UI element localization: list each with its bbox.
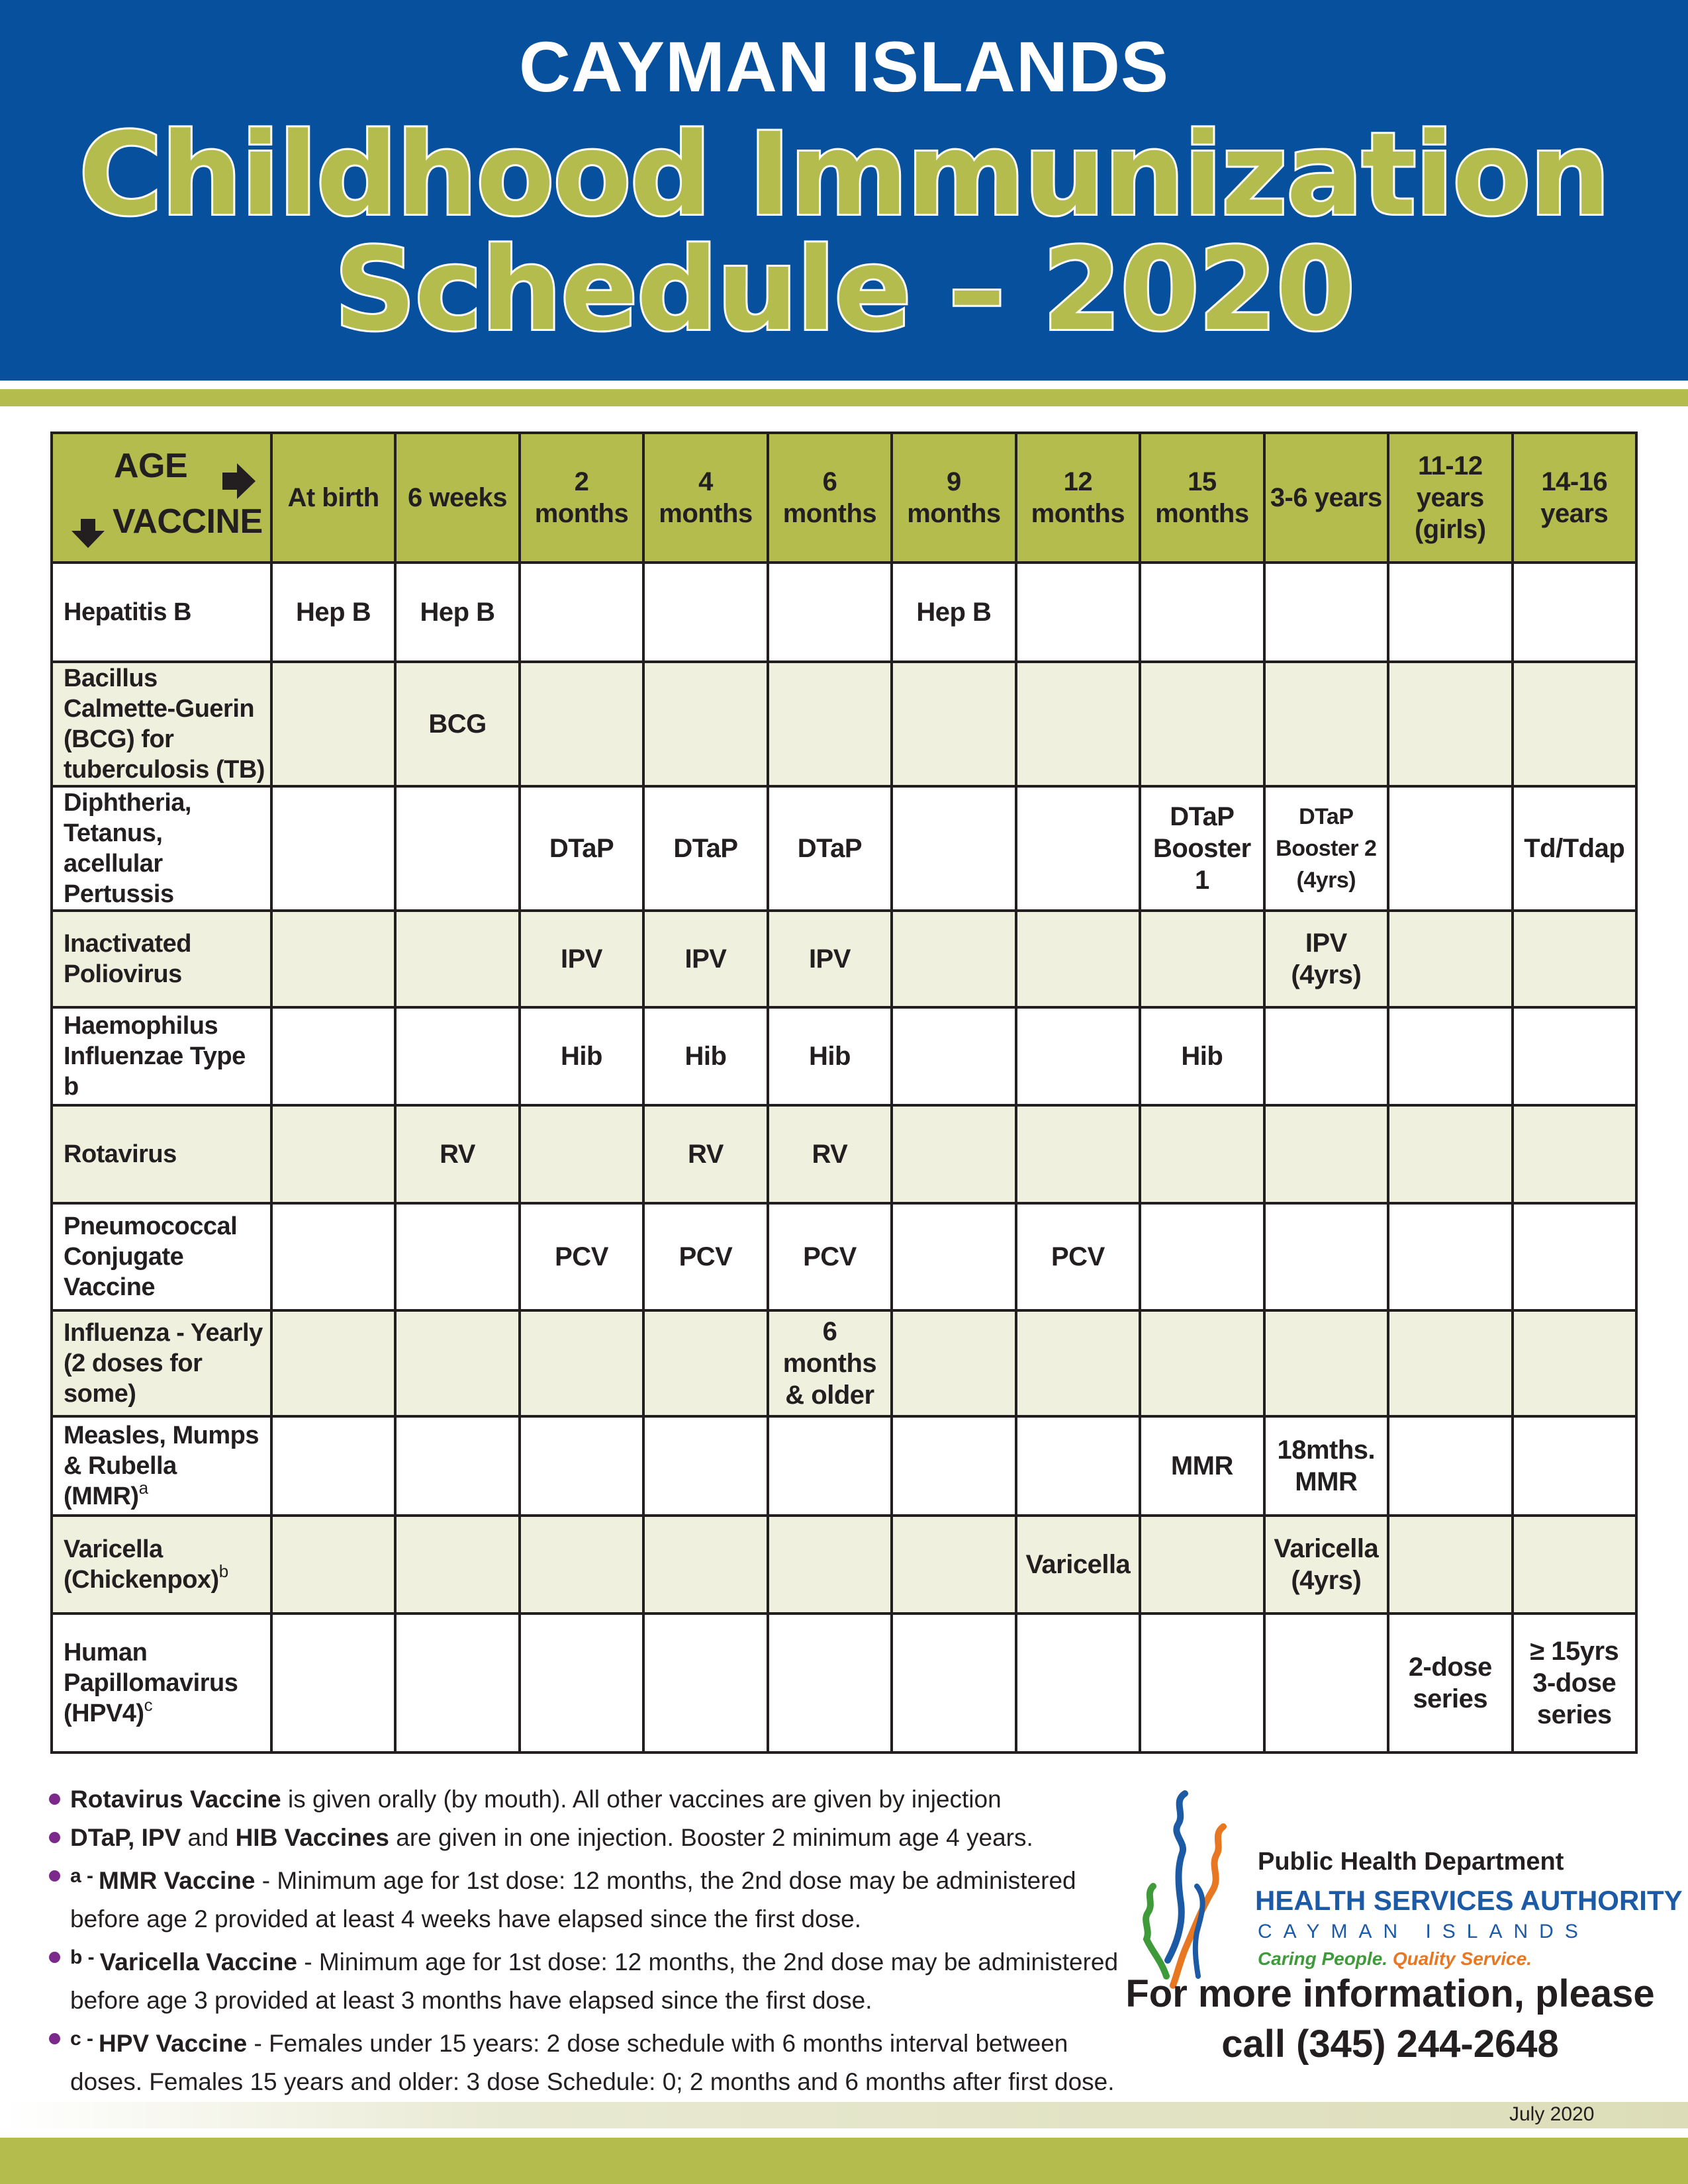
schedule-cell bbox=[1513, 1416, 1636, 1516]
schedule-cell bbox=[892, 1310, 1015, 1416]
bullet-icon bbox=[49, 1952, 60, 1963]
schedule-cell bbox=[271, 1203, 395, 1310]
schedule-cell bbox=[643, 563, 767, 662]
schedule-cell: PCV bbox=[1016, 1203, 1140, 1310]
table-row bbox=[52, 1310, 1636, 1416]
footnotes bbox=[48, 1780, 1120, 2101]
schedule-cell bbox=[643, 1310, 767, 1416]
note-bold: Rotavirus Vaccine bbox=[70, 1786, 281, 1813]
schedule-cell bbox=[892, 662, 1015, 786]
schedule-cell bbox=[520, 1614, 643, 1752]
contact-info bbox=[1112, 1969, 1668, 2070]
note-bold: Varicella Vaccine bbox=[99, 1948, 297, 1976]
table-row bbox=[52, 1105, 1636, 1203]
schedule-cell bbox=[1388, 1516, 1512, 1614]
schedule-cell bbox=[395, 1516, 519, 1614]
schedule-cell: Hep B bbox=[892, 563, 1015, 662]
footnote-marker: b bbox=[218, 1561, 228, 1581]
arrow-down-icon bbox=[71, 519, 105, 548]
schedule-cell: PCV bbox=[520, 1203, 643, 1310]
table-row bbox=[52, 563, 1636, 662]
schedule-cell bbox=[768, 1614, 892, 1752]
header-banner bbox=[0, 0, 1688, 381]
schedule-cell bbox=[520, 662, 643, 786]
schedule-cell: IPV bbox=[643, 911, 767, 1007]
age-label: AGE bbox=[114, 447, 188, 485]
schedule-cell bbox=[1264, 1203, 1388, 1310]
schedule-cell bbox=[643, 662, 767, 786]
table-row bbox=[52, 1416, 1636, 1516]
schedule-cell bbox=[892, 1416, 1015, 1516]
vaccine-name-cell bbox=[52, 1614, 271, 1752]
schedule-cell bbox=[271, 911, 395, 1007]
schedule-cell bbox=[1513, 662, 1636, 786]
schedule-cell bbox=[1016, 1614, 1140, 1752]
schedule-cell bbox=[1016, 1007, 1140, 1105]
schedule-cell bbox=[395, 1614, 519, 1752]
schedule-cell bbox=[1264, 563, 1388, 662]
bullet-icon bbox=[49, 1794, 60, 1805]
vaccine-name-cell bbox=[52, 1310, 271, 1416]
table-body bbox=[52, 563, 1636, 1752]
schedule-cell bbox=[1513, 1105, 1636, 1203]
note-bold: HPV Vaccine bbox=[99, 2030, 248, 2057]
schedule-cell bbox=[1140, 1310, 1264, 1416]
schedule-cell: Hep B bbox=[395, 563, 519, 662]
schedule-cell bbox=[892, 1105, 1015, 1203]
note-text: - Minimum age for 1st dose: 12 months, the 2nd dose may be administered before age 3 provided at least 3 months have elapsed since the first dose. bbox=[70, 1948, 1119, 2014]
schedule-cell bbox=[520, 1416, 643, 1516]
header-kicker: CAYMAN ISLANDS bbox=[518, 26, 1170, 107]
schedule-cell bbox=[1513, 1516, 1636, 1614]
schedule-cell bbox=[643, 1516, 767, 1614]
hsa-logo-mark-icon bbox=[1139, 1787, 1251, 1992]
schedule-cell: Varicella (4yrs) bbox=[1264, 1516, 1388, 1614]
schedule-cell bbox=[768, 563, 892, 662]
schedule-cell bbox=[892, 1614, 1015, 1752]
divider-band bbox=[0, 389, 1688, 406]
age-header: 2 months bbox=[520, 433, 643, 563]
contact-phone: call (345) 244-2648 bbox=[1221, 2023, 1559, 2066]
schedule-cell: 2-dose series bbox=[1388, 1614, 1512, 1752]
vaccine-name-cell bbox=[52, 1105, 271, 1203]
schedule-cell bbox=[1016, 786, 1140, 911]
age-header: 6 weeks bbox=[395, 433, 519, 563]
schedule-cell bbox=[1388, 911, 1512, 1007]
table-header-row bbox=[52, 433, 1636, 563]
schedule-cell bbox=[1388, 662, 1512, 786]
note-text: - Females under 15 years: 2 dose schedule with 6 months interval between doses. Females 15 years and older: 3 dose Schedule: 0; 2 months and 6 months after first dose. bbox=[70, 2030, 1115, 2095]
note-text: are given in one injection. Booster 2 minimum age 4 years. bbox=[389, 1824, 1033, 1851]
schedule-cell bbox=[1513, 1203, 1636, 1310]
schedule-cell bbox=[1140, 911, 1264, 1007]
age-header: At birth bbox=[271, 433, 395, 563]
schedule-cell: Hib bbox=[768, 1007, 892, 1105]
schedule-cell bbox=[1016, 1310, 1140, 1416]
schedule-cell bbox=[892, 1516, 1015, 1614]
table-row bbox=[52, 911, 1636, 1007]
note-varicella bbox=[48, 1938, 1120, 2020]
schedule-cell: DTaP bbox=[520, 786, 643, 911]
footnote-marker: c bbox=[144, 1695, 153, 1715]
table-row bbox=[52, 1007, 1636, 1105]
vaccine-name-cell bbox=[52, 1516, 271, 1614]
tagline-part: Quality Service. bbox=[1392, 1948, 1532, 1969]
schedule-cell: IPV bbox=[768, 911, 892, 1007]
schedule-cell: Hib bbox=[643, 1007, 767, 1105]
table-row bbox=[52, 786, 1636, 911]
schedule-cell bbox=[1513, 563, 1636, 662]
schedule-cell bbox=[1140, 1105, 1264, 1203]
note-marker: c - bbox=[70, 2028, 94, 2050]
schedule-cell: RV bbox=[643, 1105, 767, 1203]
footnote-marker: a bbox=[138, 1478, 148, 1498]
logo-dept: Public Health Department bbox=[1258, 1848, 1564, 1876]
logo-org: HEALTH SERVICES AUTHORITY bbox=[1255, 1885, 1683, 1916]
vaccine-name: Influenza - Yearly (2 doses for some) bbox=[64, 1319, 263, 1408]
schedule-cell bbox=[1388, 1416, 1512, 1516]
schedule-cell: DTaP bbox=[768, 786, 892, 911]
hsa-logo bbox=[1139, 1787, 1683, 1992]
vaccine-name-cell bbox=[52, 563, 271, 662]
schedule-cell bbox=[892, 1007, 1015, 1105]
schedule-cell bbox=[768, 662, 892, 786]
schedule-cell bbox=[520, 1516, 643, 1614]
vaccine-name: Diphtheria, Tetanus, acellular Pertussis bbox=[64, 789, 191, 908]
schedule-cell bbox=[1513, 911, 1636, 1007]
schedule-cell bbox=[271, 1310, 395, 1416]
bullet-icon bbox=[49, 1832, 60, 1843]
schedule-cell bbox=[395, 1416, 519, 1516]
schedule-cell: 6 months & older bbox=[768, 1310, 892, 1416]
note-bold: HIB Vaccines bbox=[235, 1824, 389, 1851]
schedule-cell bbox=[892, 786, 1015, 911]
vaccine-name: Bacillus Calmette-Guerin (BCG) for tuberculosis (TB) bbox=[64, 664, 265, 784]
schedule-cell bbox=[395, 786, 519, 911]
note-bold: DTaP, IPV bbox=[70, 1824, 181, 1851]
schedule-cell: ≥ 15yrs 3-dose series bbox=[1513, 1614, 1636, 1752]
schedule-cell bbox=[271, 662, 395, 786]
footer-gradient-band bbox=[0, 2102, 1688, 2128]
vaccine-name: Measles, Mumps & Rubella (MMR) bbox=[64, 1422, 259, 1510]
age-header: 6 months bbox=[768, 433, 892, 563]
vaccine-name-cell bbox=[52, 911, 271, 1007]
schedule-cell bbox=[1264, 662, 1388, 786]
schedule-cell bbox=[643, 1416, 767, 1516]
logo-tagline bbox=[1258, 1948, 1532, 1970]
schedule-cell bbox=[395, 1310, 519, 1416]
schedule-cell: Hep B bbox=[271, 563, 395, 662]
tagline-part: Caring People. bbox=[1258, 1948, 1388, 1969]
age-header: 4 months bbox=[643, 433, 767, 563]
schedule-cell bbox=[1388, 1310, 1512, 1416]
schedule-cell bbox=[1016, 563, 1140, 662]
schedule-cell bbox=[520, 1105, 643, 1203]
schedule-cell bbox=[395, 1203, 519, 1310]
schedule-cell bbox=[1264, 1310, 1388, 1416]
schedule-cell: DTaP bbox=[643, 786, 767, 911]
schedule-cell: PCV bbox=[643, 1203, 767, 1310]
schedule-cell bbox=[1388, 1105, 1512, 1203]
age-header: 11-12 years (girls) bbox=[1388, 433, 1512, 563]
footer-date: July 2020 bbox=[1509, 2103, 1595, 2125]
vaccine-name-cell bbox=[52, 1007, 271, 1105]
schedule-cell bbox=[1016, 1416, 1140, 1516]
schedule-cell bbox=[1140, 1203, 1264, 1310]
schedule-cell: 18mths. MMR bbox=[1264, 1416, 1388, 1516]
note-marker: b - bbox=[70, 1946, 95, 1968]
vaccine-name: Rotavirus bbox=[64, 1140, 177, 1168]
schedule-cell: Hib bbox=[1140, 1007, 1264, 1105]
vaccine-name: Varicella (Chickenpox) bbox=[64, 1535, 219, 1594]
table-row bbox=[52, 1203, 1636, 1310]
vaccine-name-cell bbox=[52, 1203, 271, 1310]
schedule-cell bbox=[768, 1416, 892, 1516]
bullet-icon bbox=[49, 2033, 60, 2044]
note-dtap bbox=[48, 1819, 1120, 1857]
schedule-cell bbox=[271, 1416, 395, 1516]
schedule-cell bbox=[1513, 1007, 1636, 1105]
schedule-cell bbox=[1388, 1007, 1512, 1105]
schedule-cell bbox=[768, 1516, 892, 1614]
table-row bbox=[52, 1614, 1636, 1752]
footer-band bbox=[0, 2138, 1688, 2184]
schedule-cell: RV bbox=[768, 1105, 892, 1203]
schedule-cell bbox=[1016, 662, 1140, 786]
age-header: 9 months bbox=[892, 433, 1015, 563]
schedule-cell bbox=[1140, 1516, 1264, 1614]
note-bold: MMR Vaccine bbox=[99, 1867, 256, 1894]
table-row bbox=[52, 1516, 1636, 1614]
vaccine-name: Inactivated Poliovirus bbox=[64, 930, 192, 988]
schedule-cell: MMR bbox=[1140, 1416, 1264, 1516]
schedule-cell bbox=[395, 1007, 519, 1105]
schedule-cell bbox=[1140, 1614, 1264, 1752]
schedule-table bbox=[50, 432, 1638, 1754]
vaccine-name: Pneumococcal Conjugate Vaccine bbox=[64, 1212, 238, 1301]
age-header: 3-6 years bbox=[1264, 433, 1388, 563]
schedule-cell bbox=[271, 1516, 395, 1614]
schedule-cell bbox=[1264, 1105, 1388, 1203]
schedule-cell bbox=[271, 1105, 395, 1203]
schedule-cell bbox=[1264, 1007, 1388, 1105]
schedule-cell bbox=[1388, 563, 1512, 662]
vaccine-name: Haemophilus Influenzae Type b bbox=[64, 1012, 246, 1101]
schedule-cell: DTaP Booster 1 bbox=[1140, 786, 1264, 911]
schedule-cell: Varicella bbox=[1016, 1516, 1140, 1614]
note-mmr bbox=[48, 1857, 1120, 1938]
schedule-cell bbox=[271, 786, 395, 911]
schedule-cell bbox=[1388, 1203, 1512, 1310]
contact-line1: For more information, please bbox=[1125, 1972, 1655, 2015]
schedule-cell: Td/Tdap bbox=[1513, 786, 1636, 911]
schedule-cell bbox=[1264, 1614, 1388, 1752]
header-title-line1: Childhood Immunization bbox=[79, 108, 1609, 241]
vaccine-name-cell bbox=[52, 1416, 271, 1516]
schedule-cell bbox=[520, 563, 643, 662]
schedule-cell bbox=[271, 1614, 395, 1752]
table-row bbox=[52, 662, 1636, 786]
schedule-cell bbox=[1140, 563, 1264, 662]
schedule-cell bbox=[1513, 1310, 1636, 1416]
schedule-cell: IPV bbox=[520, 911, 643, 1007]
schedule-cell bbox=[1016, 1105, 1140, 1203]
note-text: - Minimum age for 1st dose: 12 months, the 2nd dose may be administered before age 2 provided at least 4 weeks have elapsed since the first dose. bbox=[70, 1867, 1076, 1933]
note-hpv bbox=[48, 2020, 1120, 2101]
vaccine-name: Human Papillomavirus (HPV4) bbox=[64, 1639, 238, 1727]
note-text: and bbox=[181, 1824, 236, 1851]
logo-place: CAYMAN ISLANDS bbox=[1258, 1921, 1589, 1942]
schedule-cell: DTaP Booster 2 (4yrs) bbox=[1264, 786, 1388, 911]
age-header: 15 months bbox=[1140, 433, 1264, 563]
note-marker: a - bbox=[70, 1865, 94, 1887]
schedule-cell: PCV bbox=[768, 1203, 892, 1310]
corner-cell bbox=[52, 433, 271, 563]
header-title-line2: Schedule – 2020 bbox=[334, 223, 1354, 356]
age-header: 14-16 years bbox=[1513, 433, 1636, 563]
vaccine-name-cell bbox=[52, 786, 271, 911]
age-header: 12 months bbox=[1016, 433, 1140, 563]
schedule-cell bbox=[395, 911, 519, 1007]
schedule-cell bbox=[892, 911, 1015, 1007]
vaccine-name-cell bbox=[52, 662, 271, 786]
schedule-cell: RV bbox=[395, 1105, 519, 1203]
schedule-cell: IPV (4yrs) bbox=[1264, 911, 1388, 1007]
note-rotavirus bbox=[48, 1780, 1120, 1819]
schedule-cell bbox=[643, 1614, 767, 1752]
vaccine-name: Hepatitis B bbox=[64, 598, 191, 626]
schedule-cell bbox=[520, 1310, 643, 1416]
schedule-cell: BCG bbox=[395, 662, 519, 786]
schedule-cell bbox=[271, 1007, 395, 1105]
schedule-cell bbox=[892, 1203, 1015, 1310]
note-text: is given orally (by mouth). All other vaccines are given by injection bbox=[281, 1786, 1002, 1813]
schedule-cell bbox=[1388, 786, 1512, 911]
bullet-icon bbox=[49, 1870, 60, 1882]
schedule-cell bbox=[1016, 911, 1140, 1007]
schedule-cell: Hib bbox=[520, 1007, 643, 1105]
vaccine-label: VACCINE bbox=[113, 502, 263, 541]
arrow-right-icon bbox=[222, 463, 256, 499]
schedule-cell bbox=[1140, 662, 1264, 786]
